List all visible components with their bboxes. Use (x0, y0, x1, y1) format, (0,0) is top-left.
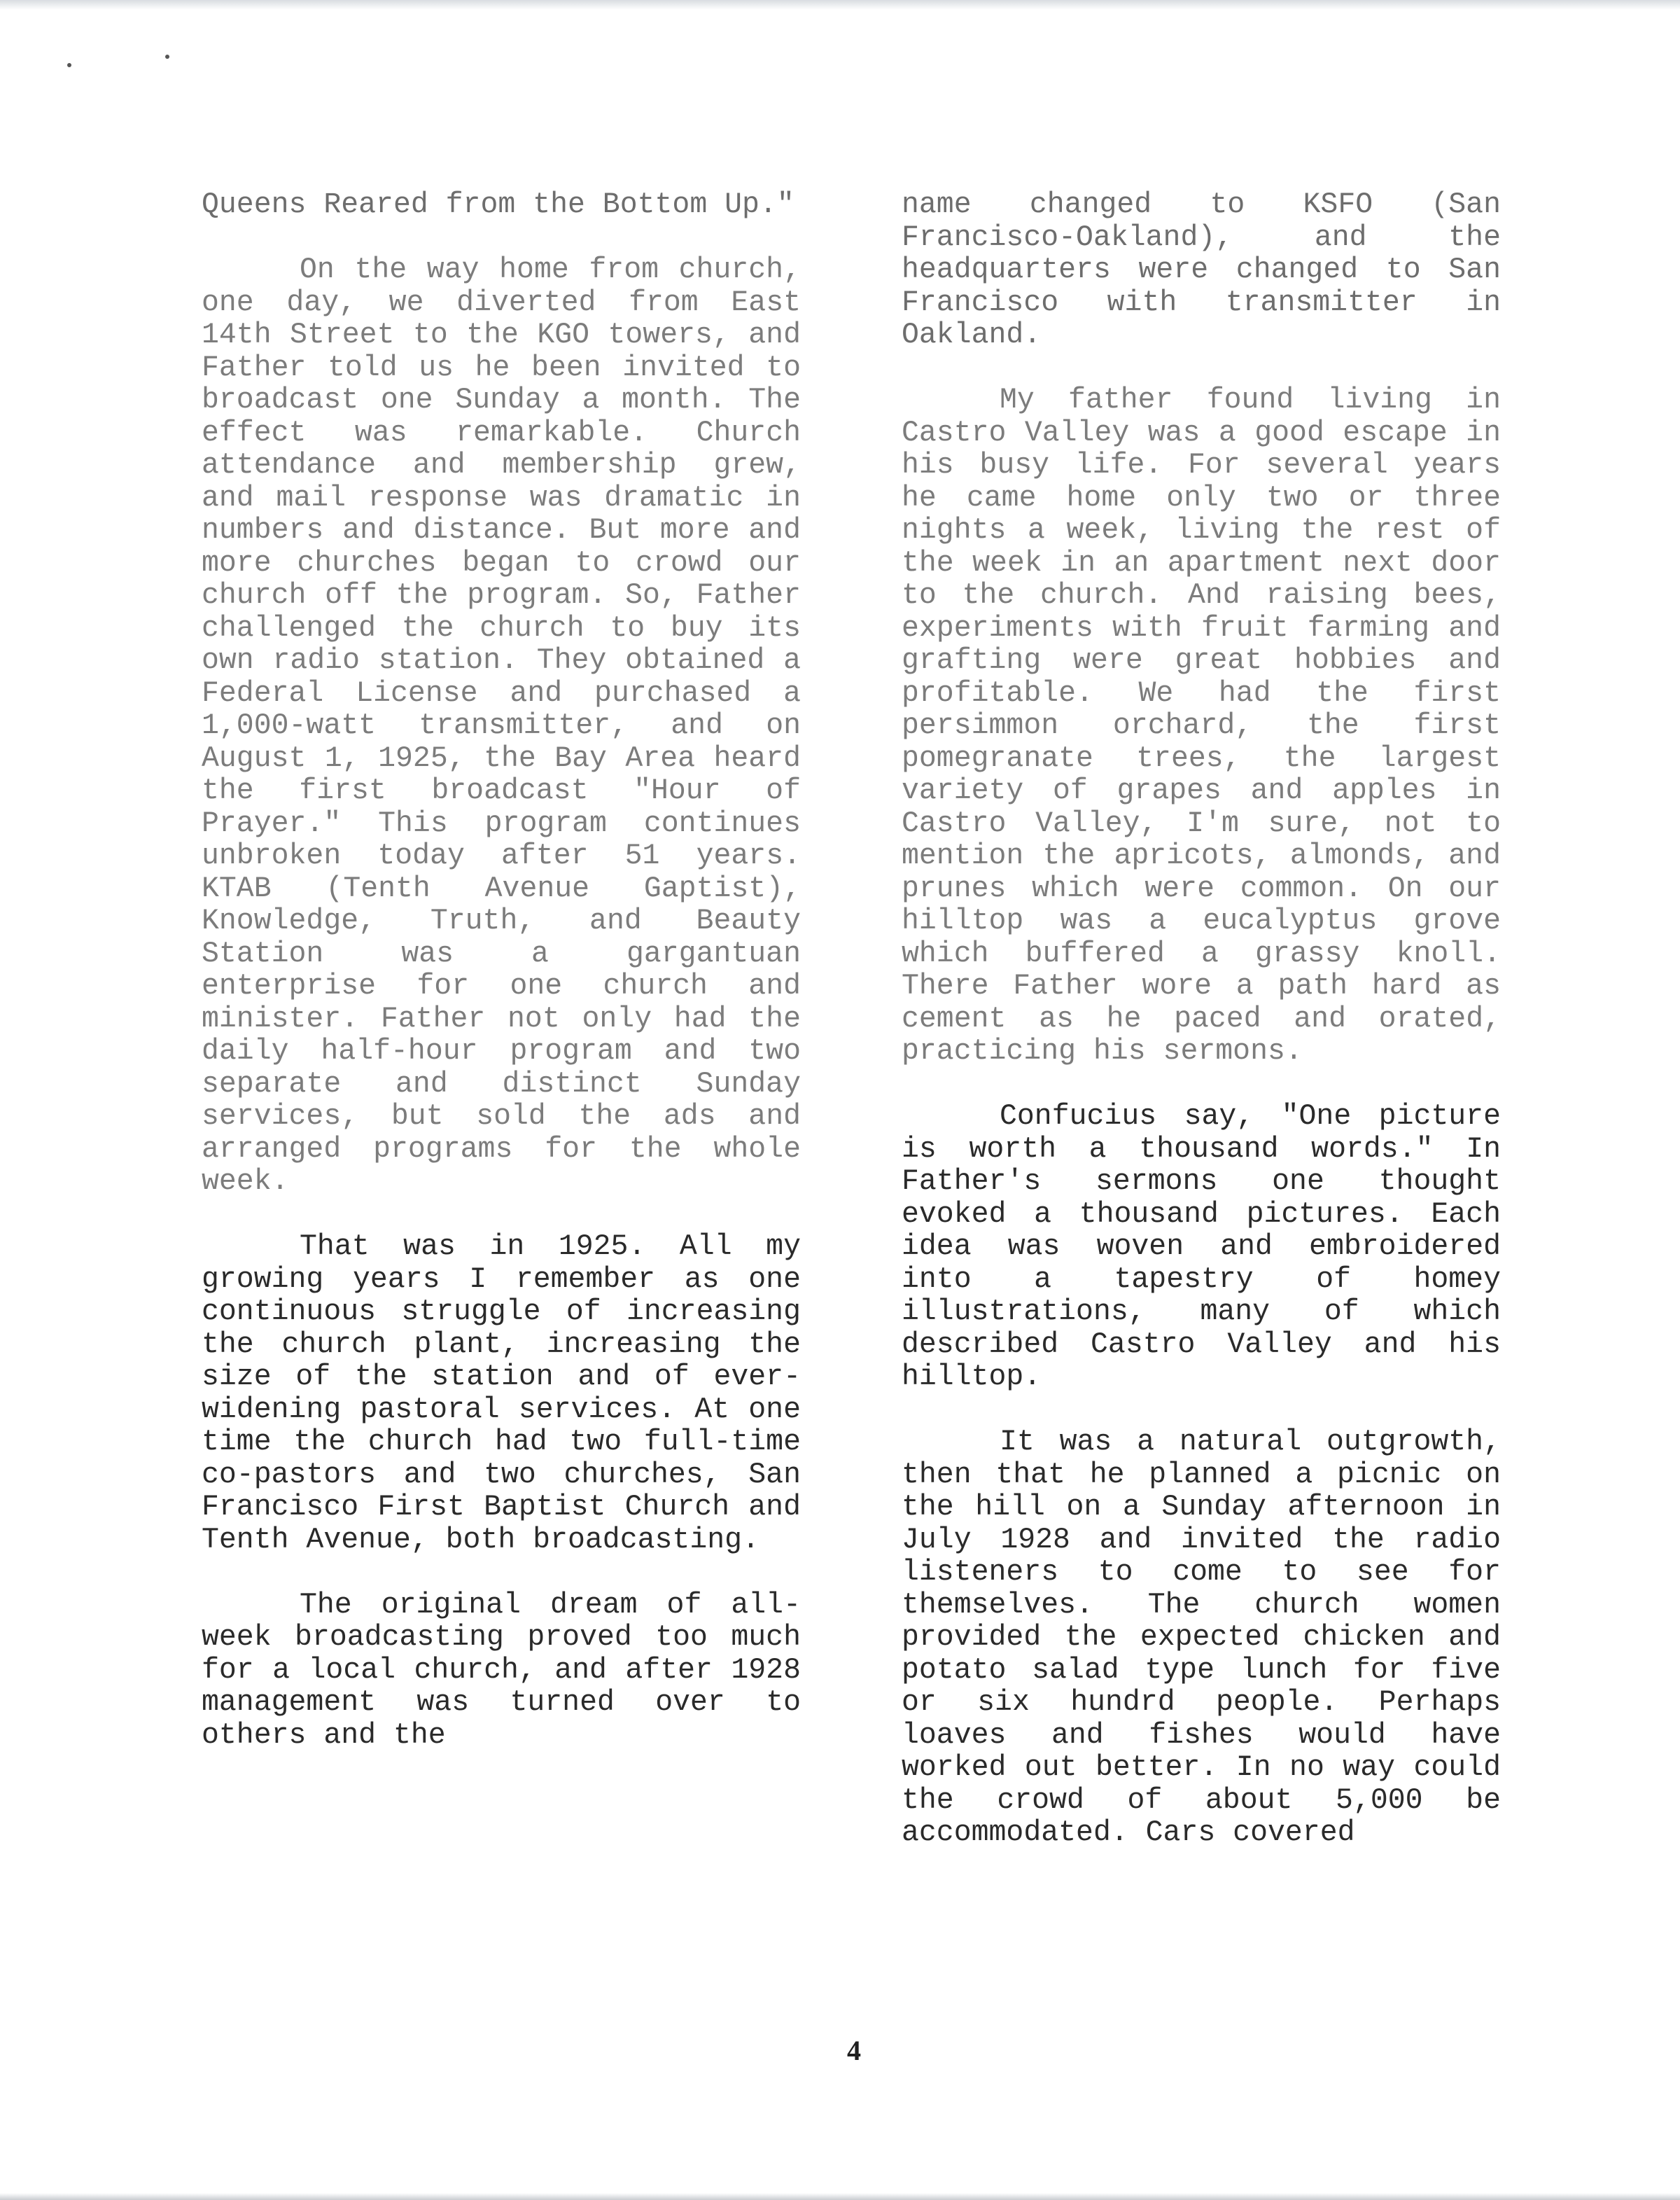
left-column (202, 189, 801, 1785)
scan-top-edge (0, 0, 1680, 10)
paragraph-kgo-towers: On the way home from church, one day, we diverted from East 14th Street to the KGO towers, and Father told us he been invited to broadcast one Sunday a month. The effect was remarkable. Church attendance and membership grew, and mail response was dramatic in numbers and distance. But more and more churches began to crowd our church off the program. So, Father challenged the church to buy its own radio station. They obtained a Federal License and purchased a 1,000-watt transmitter, and on August 1, 1925, the Bay Area heard the first broadcast "Hour of Prayer." This program continues unbroken today after 51 years. KTAB (Tenth Avenue Gaptist), Knowledge, Truth, and Beauty Station was a gargantuan enterprise for one church and minister. Father not only had the daily half-hour program and two separate and distinct Sunday services, but sold the ads and arranged programs for the whole week. (202, 253, 801, 1198)
scan-bottom-edge (0, 2193, 1680, 2200)
paragraph-castro-valley: My father found living in Castro Valley was a good escape in his busy life. For several years he came home only two or three nights a week, living the rest of the week in an apartment next door to the church. And raising bees, experiments with fruit farming and grafting were great hobbies and profitable. We had the first persimmon orchard, the first pomegranate trees, the largest variety of grapes and apples in Castro Valley, I'm sure, not to mention the apricots, almonds, and prunes which were common. On our hilltop was a eucalyptus grove which buffered a grassy knoll. There Father wore a path hard as cement as he paced and orated, practicing his sermons. (902, 384, 1501, 1068)
paragraph-original-dream: The original dream of all-week broadcasting proved too much for a local church, and after 1928 management was turned over to others and the (202, 1588, 801, 1752)
right-column (902, 189, 1501, 1882)
scan-speck (67, 63, 71, 67)
paragraph-queens-reared: Queens Reared from the Bottom Up." (202, 188, 794, 221)
scan-speck (165, 55, 169, 59)
page-number: 4 (847, 2035, 861, 2066)
paragraph-that-was-1925: That was in 1925. All my growing years I remember as one continuous struggle of increasing the church plant, increasing the size of the station and of ever-widening pastoral services. At one time the church had two full-time co-pastors and two churches, San Francisco First Baptist Church and Tenth Avenue, both broadcasting. (202, 1230, 801, 1557)
paragraph-picnic: It was a natural outgrowth, then that he planned a picnic on the hill on a Sunday afternoon in July 1928 and invited the radio listeners to come to see for themselves. The church women provided the expected chicken and potato salad type lunch for five or six hundrd people. Perhaps loaves and fishes would have worked out better. In no way could the crowd of about 5,000 be accommodated. Cars covered (902, 1426, 1501, 1849)
paragraph-confucius: Confucius say, "One picture is worth a thousand words." In Father's sermons one thought evoked a thousand pictures. Each idea was woven and embroidered into a tapestry of homey illustrations, many of which described Castro Valley and his hilltop. (902, 1100, 1501, 1393)
paragraph-name-changed-ksfo: name changed to KSFO (San Francisco-Oakland), and the headquarters were changed to San Francisco with transmitter in Oakland. (902, 188, 1501, 351)
